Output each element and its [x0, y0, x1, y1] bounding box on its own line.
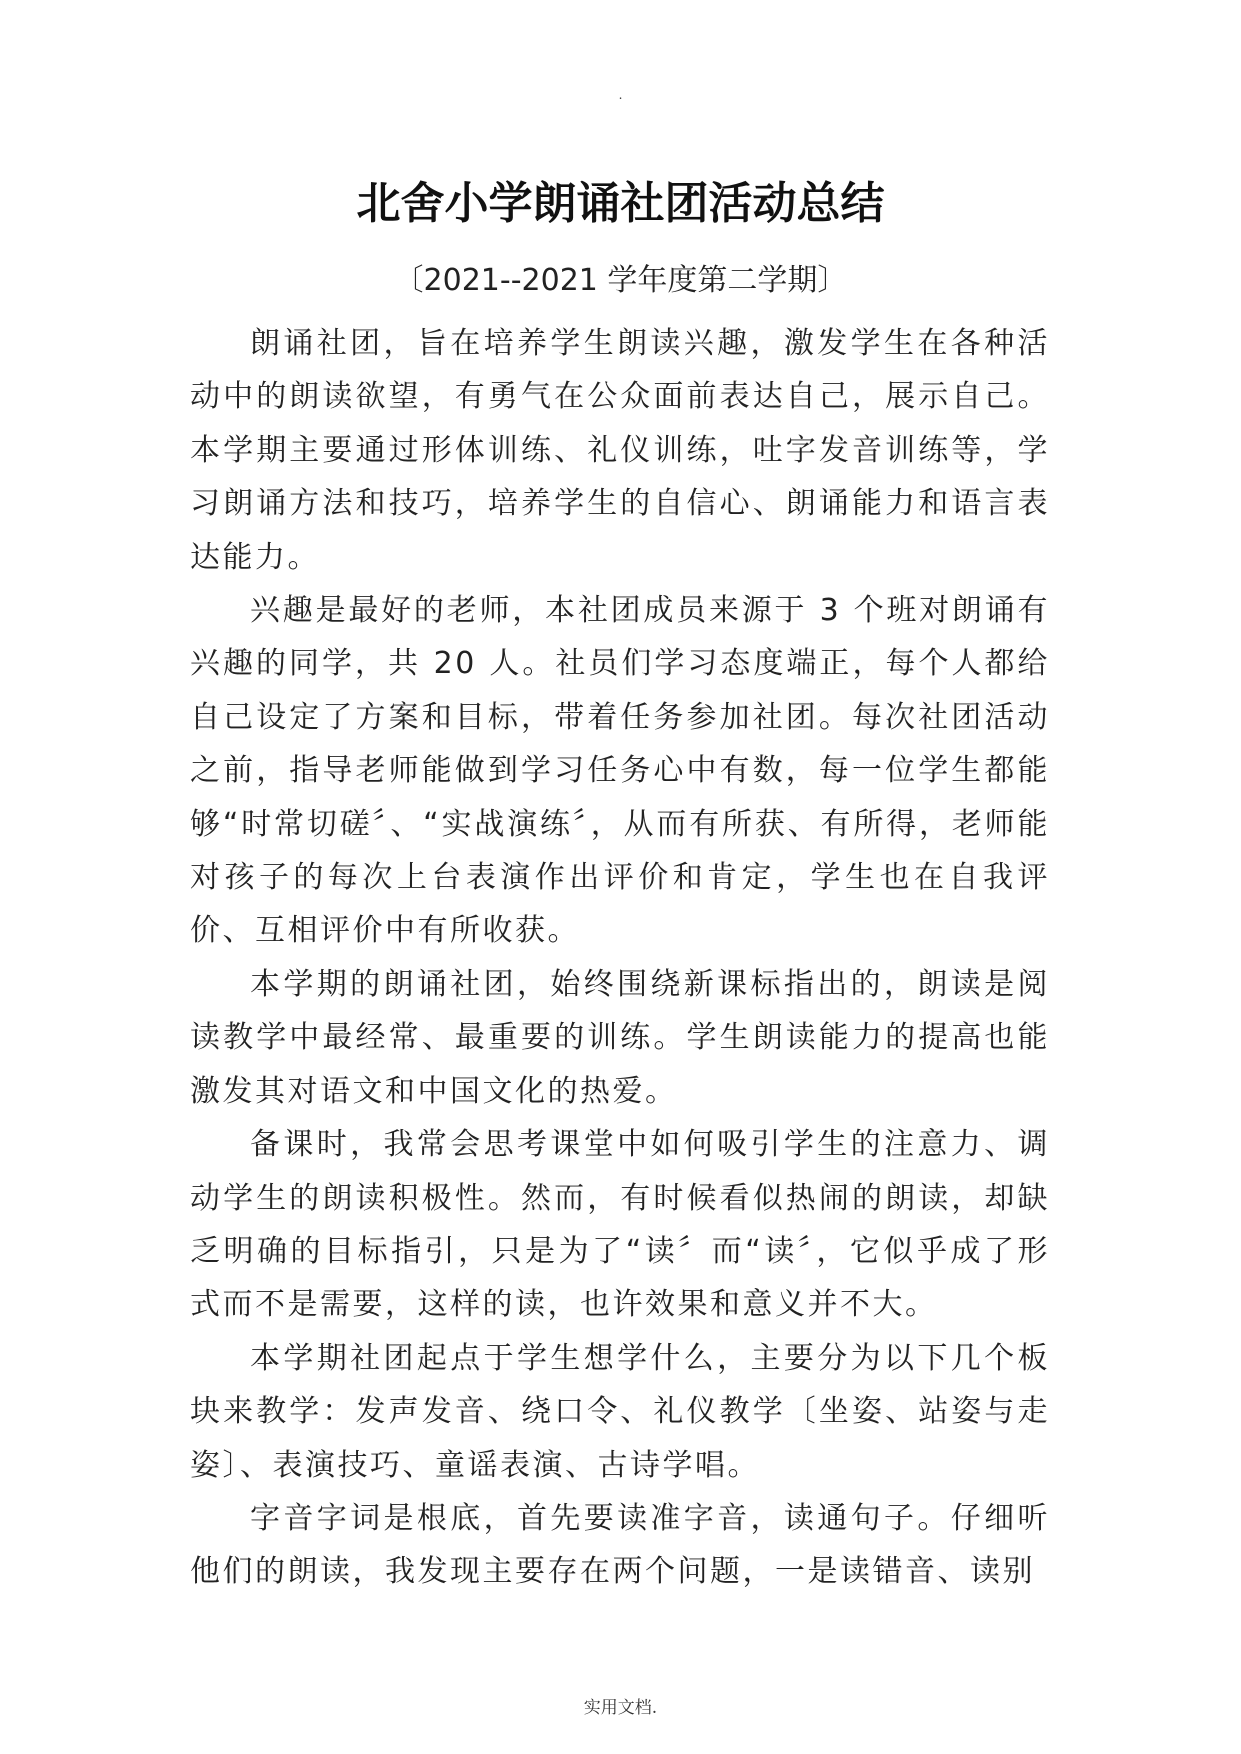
body-paragraph: 本学期的朗诵社团，始终围绕新课标指出的，朗读是阅读教学中最经常、最重要的训练。学生朗读能力的提高也能激发其对语文和中国文化的热爱。 — [190, 966, 1050, 1109]
body-paragraph: 本学期社团起点于学生想学什么，主要分为以下几个板块来教学：发声发音、绕口令、礼仪教学〔坐姿、站姿与走姿〕、表演技巧、童谣表演、古诗学唱。 — [190, 1340, 1050, 1483]
page-footer: 实用文档. — [583, 1698, 658, 1718]
body-paragraph: 备课时，我常会思考课堂中如何吸引学生的注意力、调动学生的朗读积极性。然而，有时候看似热闹的朗读，却缺乏明确的目标指引，只是为了“读〞而“读〞，它似乎成了形式而不是需要，这样的读，也许效果和意义并不大。 — [190, 1127, 1050, 1323]
header-mark: . — [618, 88, 623, 102]
body-paragraph: 字音字词是根底，首先要读准字音，读通句子。仔细听他们的朗读，我发现主要存在两个问题，一是读错音、读别 — [190, 1500, 1050, 1590]
document-title: 北舍小学朗诵社团活动总结 — [356, 178, 885, 229]
document-subtitle: 〔2021--2021 学年度第二学期〕 — [393, 263, 848, 298]
body-paragraph: 兴趣是最好的老师，本社团成员来源于 3 个班对朗诵有兴趣的同学，共 20 人。社员们学习态度端正，每个人都给自己设定了方案和目标，带着任务参加社团。每次社团活动之前，指导老师能做到学习任务心中有数，每一位学生都能够“时常切磋〞、“实战演练〞，从而有所获、有所得，老师能对孩子的每次上台表演作出评价和肯定，学生也在自我评价、互相评价中有所收获。 — [190, 593, 1050, 949]
body-paragraph: 朗诵社团，旨在培养学生朗读兴趣，激发学生在各种活动中的朗读欲望，有勇气在公众面前表达自己，展示自己。本学期主要通过形体训练、礼仪训练，吐字发音训练等，学习朗诵方法和技巧，培养学生的自信心、朗诵能力和语言表达能力。 — [190, 326, 1050, 575]
document-body — [190, 317, 1050, 1599]
